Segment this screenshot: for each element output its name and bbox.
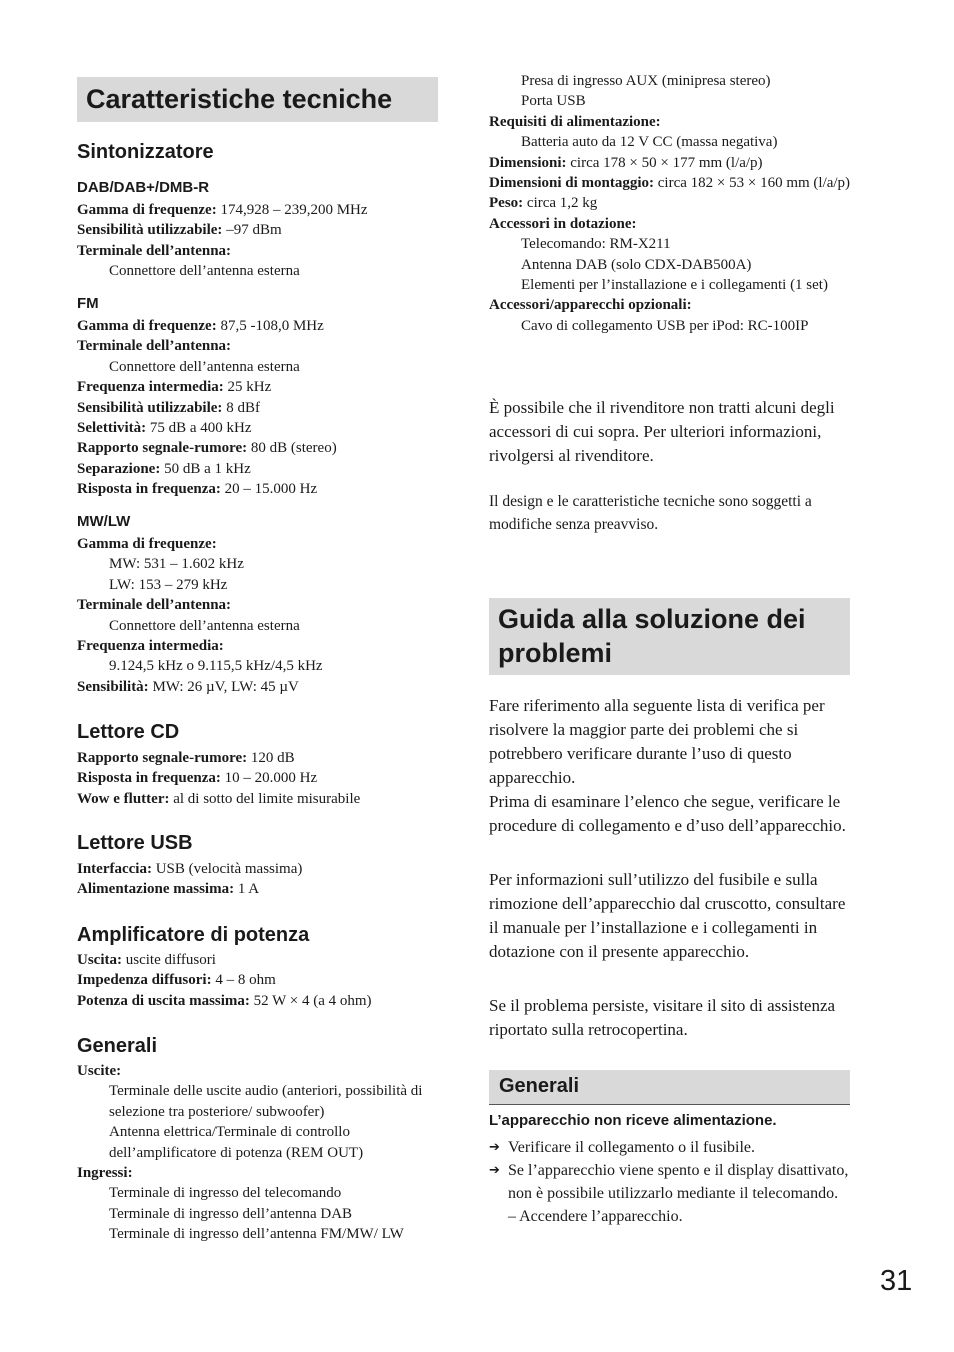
dim-label: Dimensioni: xyxy=(489,154,567,171)
opt-label: Accessori/apparecchi opzionali: xyxy=(489,297,692,314)
fm-specs xyxy=(77,316,439,500)
fm-freq-value: 87,5 -108,0 MHz xyxy=(216,318,324,334)
section-title-specs: Caratteristiche tecniche xyxy=(77,77,438,122)
amp-out-label: Uscita: xyxy=(77,952,122,968)
fm-freq-label: Gamma di frequenze: xyxy=(77,318,217,334)
mwlw-freq-label: Gamma di frequenze: xyxy=(77,536,217,552)
cd-snr-value: 120 dB xyxy=(247,750,295,766)
fm-sel-value: 75 dB a 400 kHz xyxy=(146,420,252,437)
solution-2-text: Se l’apparecchio viene spento e il display disattivato, non è possibile utilizzarlo mediante il telecomando. xyxy=(508,1162,849,1202)
fm-snr-value: 80 dB (stereo) xyxy=(247,440,337,457)
fm-if-label: Frequenza intermedia: xyxy=(77,379,224,396)
heading-amp: Amplificatore di potenza xyxy=(77,924,310,946)
dab-ant-label: Terminale dell’antenna: xyxy=(77,242,232,259)
troubleshoot-intro-2: Per informazioni sull’utilizzo del fusibile e sulla rimozione dell’apparecchio dal cruscotto, consultare il manuale per l’installazione e i collegamenti in dotazione con il presente apparecchio. xyxy=(489,870,846,961)
usb-iface-value: USB (velocità massima) xyxy=(151,861,303,877)
amp-out-value: uscite diffusori xyxy=(122,952,216,968)
general-inputs-5: Porta USB xyxy=(521,93,586,110)
dealer-note: È possibile che il rivenditore non tratti alcuni degli accessori di cui sopra. Per ulteriori informazioni, rivolgersi al rivenditore. xyxy=(489,398,835,465)
mwlw-freq-lw: LW: 153 – 279 kHz xyxy=(109,576,228,593)
power-req-value: Batteria auto da 12 V CC (massa negativa) xyxy=(521,134,778,151)
mwlw-ant-value: Connettore dell’antenna esterna xyxy=(109,617,300,634)
heading-mwlw: MW/LW xyxy=(77,513,131,530)
fm-sens-value: 8 dBf xyxy=(222,399,260,416)
fm-ant-value: Connettore dell’antenna esterna xyxy=(109,358,300,375)
dab-sens-value: –97 dBm xyxy=(222,222,282,239)
fm-sep-label: Separazione: xyxy=(77,460,161,477)
subsection-title-general: Generali xyxy=(489,1070,850,1105)
amp-max-value: 52 W × 4 (a 4 ohm) xyxy=(249,992,372,1009)
usb-specs xyxy=(77,859,439,900)
cd-wow-value: al di sotto del limite misurabile xyxy=(169,790,361,807)
fm-sens-label: Sensibilità utilizzabile: xyxy=(77,399,223,416)
cd-resp-label: Risposta in frequenza: xyxy=(77,770,221,787)
arrow-right-icon: ➔ xyxy=(489,1163,500,1178)
usb-power-label: Alimentazione massima: xyxy=(77,881,235,898)
general-inputs-label: Ingressi: xyxy=(77,1165,133,1182)
fm-if-value: 25 kHz xyxy=(223,379,272,396)
general-inputs-4: Presa di ingresso AUX (minipresa stereo) xyxy=(521,73,771,89)
acc-3: Elementi per l’installazione e i collegamenti (1 set) xyxy=(521,277,828,294)
usb-iface-label: Interfaccia: xyxy=(77,861,152,877)
acc-1: Telecomando: RM-X211 xyxy=(521,236,671,253)
fm-sel-label: Selettività: xyxy=(77,420,147,437)
amp-imp-value: 4 – 8 ohm xyxy=(211,972,276,989)
mwlw-freq-mw: MW: 531 – 1.602 kHz xyxy=(109,556,244,573)
mwlw-sens-label: Sensibilità: xyxy=(77,678,149,695)
cd-resp-value: 10 – 20.000 Hz xyxy=(220,770,318,787)
dab-specs xyxy=(77,200,439,282)
mwlw-sens-value: MW: 26 µV, LW: 45 µV xyxy=(148,678,299,695)
power-req-label: Requisiti di alimentazione: xyxy=(489,113,661,130)
dab-freq-label: Gamma di frequenze: xyxy=(77,202,217,218)
mount-label: Dimensioni di montaggio: xyxy=(489,175,655,192)
weight-label: Peso: xyxy=(489,195,524,212)
dim-value: circa 178 × 50 × 177 mm (l/a/p) xyxy=(566,154,763,171)
fm-resp-value: 20 – 15.000 Hz xyxy=(220,481,318,498)
heading-cd: Lettore CD xyxy=(77,721,180,743)
dab-freq-value: 174,928 – 239,200 MHz xyxy=(216,202,368,218)
mwlw-if-value: 9.124,5 kHz o 9.115,5 kHz/4,5 kHz xyxy=(109,658,323,675)
solution-list xyxy=(489,1136,851,1228)
cd-wow-label: Wow e flutter: xyxy=(77,790,170,807)
amp-max-label: Potenza di uscita massima: xyxy=(77,992,250,1009)
solution-2-sub: – Accendere l’apparecchio. xyxy=(508,1208,683,1225)
fm-resp-label: Risposta in frequenza: xyxy=(77,481,221,498)
troubleshoot-intro-1b: Prima di esaminare l’elenco che segue, verificare le procedure di collegamento e d’uso dell’apparecchio. xyxy=(489,792,846,835)
acc-2: Antenna DAB (solo CDX-DAB500A) xyxy=(521,256,752,273)
arrow-right-icon: ➔ xyxy=(489,1140,500,1155)
mwlw-ant-label: Terminale dell’antenna: xyxy=(77,597,232,614)
cd-specs xyxy=(77,748,439,809)
amp-specs xyxy=(77,950,439,1011)
solution-item xyxy=(489,1159,851,1205)
troubleshoot-intro-1 xyxy=(489,694,851,838)
solution-1-text: Verificare il collegamento o il fusibile. xyxy=(508,1139,756,1156)
general-inputs-2: Terminale di ingresso dell’antenna DAB xyxy=(109,1205,353,1222)
fm-snr-label: Rapporto segnale-rumore: xyxy=(77,440,248,457)
cd-snr-label: Rapporto segnale-rumore: xyxy=(77,750,248,766)
dab-sens-label: Sensibilità utilizzabile: xyxy=(77,222,223,239)
right-specs xyxy=(489,71,851,336)
design-note: Il design e le caratteristiche tecniche sono soggetti a modifiche senza preavviso. xyxy=(489,493,812,533)
usb-power-value: 1 A xyxy=(234,881,260,898)
solution-item xyxy=(489,1136,851,1159)
amp-imp-label: Impedenza diffusori: xyxy=(77,972,212,989)
weight-value: circa 1,2 kg xyxy=(523,195,598,212)
mwlw-specs xyxy=(77,534,439,697)
section-title-troubleshooting: Guida alla soluzione dei problemi xyxy=(489,598,850,675)
dab-ant-value: Connettore dell’antenna esterna xyxy=(109,263,300,280)
heading-fm: FM xyxy=(77,295,99,312)
general-outputs-2: Antenna elettrica/Terminale di controllo dell’amplificatore di potenza (REM OUT) xyxy=(109,1124,364,1161)
heading-dab: DAB/DAB+/DMB-R xyxy=(77,179,210,196)
general-outputs-label: Uscite: xyxy=(77,1063,122,1079)
general-outputs-1: Terminale delle uscite audio (anteriori, possibilità di selezione tra posteriore/ subwoofer) xyxy=(109,1083,423,1120)
heading-tuner: Sintonizzatore xyxy=(77,141,214,163)
heading-usb: Lettore USB xyxy=(77,832,193,854)
general-specs xyxy=(77,1061,439,1245)
opt-1: Cavo di collegamento USB per iPod: RC-100IP xyxy=(521,317,809,334)
heading-general-specs: Generali xyxy=(77,1035,158,1057)
troubleshoot-intro-1a: Fare riferimento alla seguente lista di verifica per risolvere la maggior parte dei problemi che si potrebbero verificare durante l’uso di questo apparecchio. xyxy=(489,696,825,787)
acc-label: Accessori in dotazione: xyxy=(489,215,637,232)
fm-ant-label: Terminale dell’antenna: xyxy=(77,338,232,355)
problem-heading: L’apparecchio non riceve alimentazione. xyxy=(489,1112,777,1129)
page-number: 31 xyxy=(880,1265,913,1297)
general-inputs-3: Terminale di ingresso dell’antenna FM/MW/ LW xyxy=(109,1226,404,1243)
fm-sep-value: 50 dB a 1 kHz xyxy=(160,460,251,477)
mount-value: circa 182 × 53 × 160 mm (l/a/p) xyxy=(654,175,851,192)
general-inputs-1: Terminale di ingresso del telecomando xyxy=(109,1185,342,1202)
troubleshoot-intro-3: Se il problema persiste, visitare il sito di assistenza riportato sulla retrocopertina. xyxy=(489,996,836,1039)
mwlw-if-label: Frequenza intermedia: xyxy=(77,638,224,655)
